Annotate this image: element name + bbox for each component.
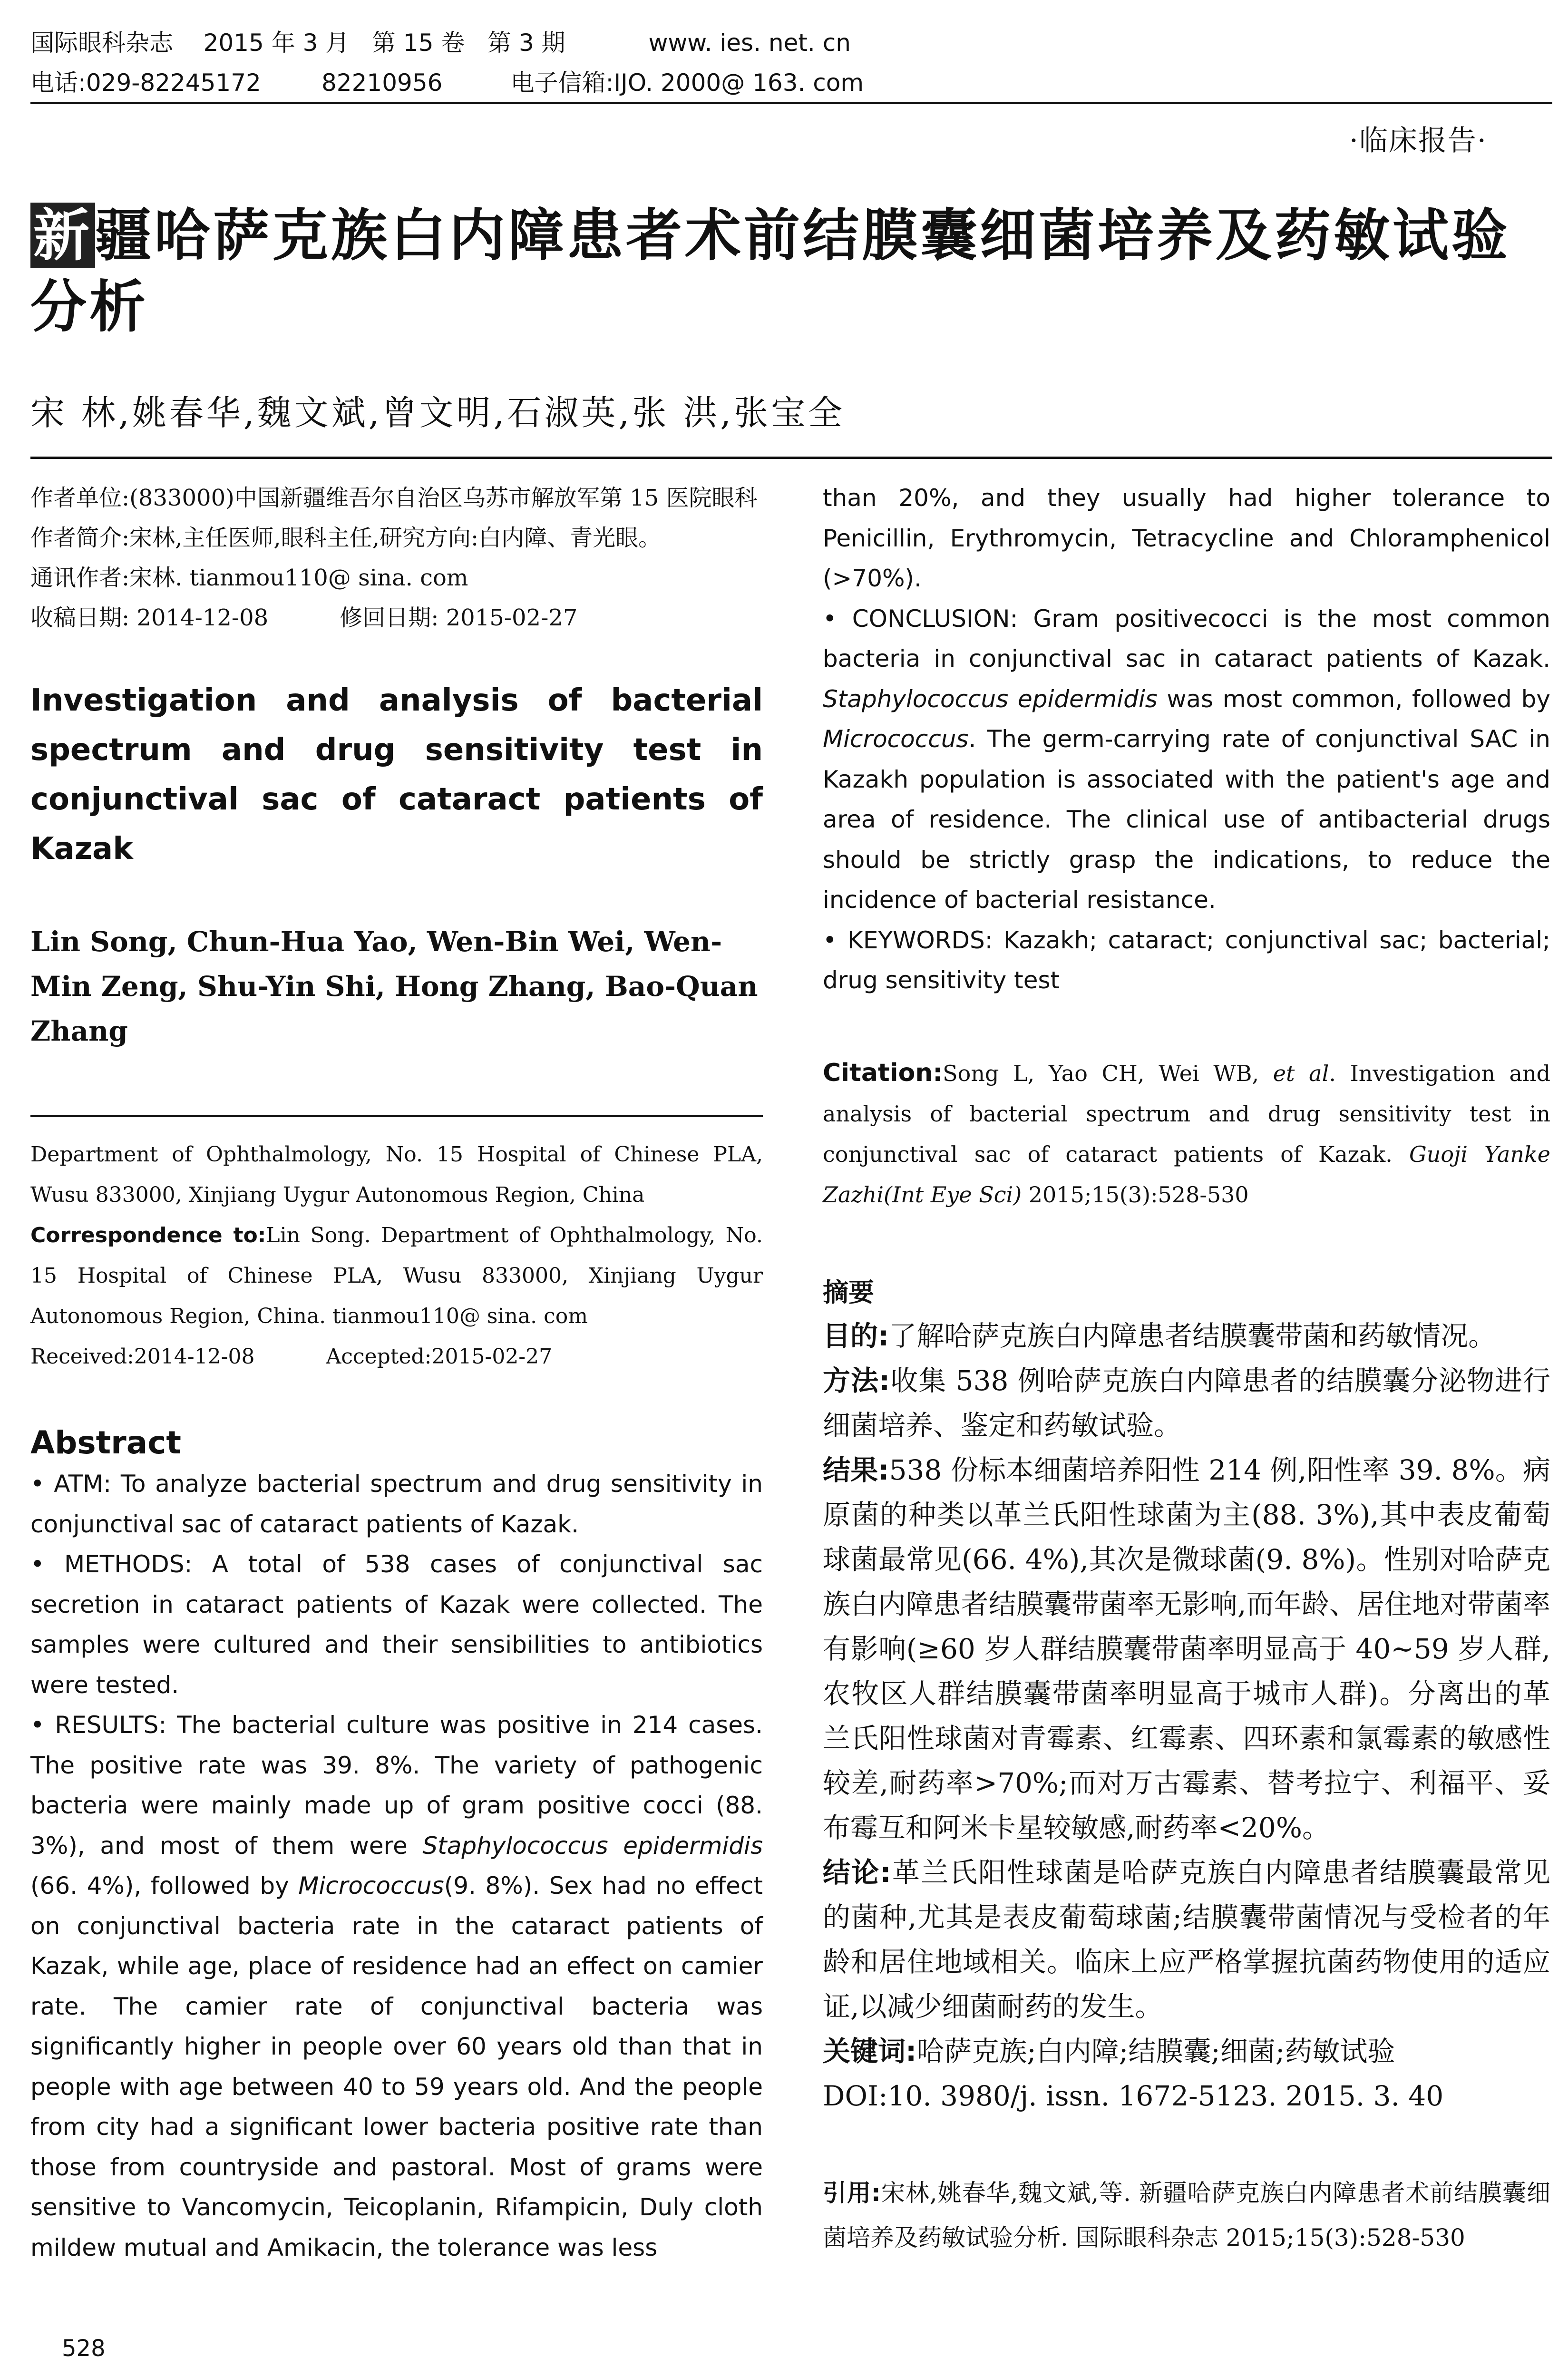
department: Department of Ophthalmology, No. 15 Hospital of Chinese PLA, Wusu 833000, Xinjiang Uygur Autonomous Region, China [30, 1142, 763, 1207]
english-authors: Lin Song, Chun-Hua Yao, Wen-Bin Wei, Wen-Min Zeng, Shu-Yin Shi, Hong Zhang, Bao-Quan Zhang [30, 925, 758, 1047]
cn-keywords [823, 2029, 1550, 2074]
correspondence-text: Lin Song. Department of Ophthalmology, No. 15 Hospital of Chinese PLA, Wusu 833000, Xinjiang Uygur Autonomous Region, China. tianmou110@ sina. com [30, 1223, 763, 1328]
author-list: 宋 林,姚春华,魏文斌,曾文明,石淑英,张 洪,张宝全 [30, 393, 846, 433]
article-title [30, 200, 1543, 342]
title-rest: 疆哈萨克族白内障患者术前结膜囊细菌培养及药敏试验分析 [30, 203, 1511, 340]
abstract-conclusion [823, 599, 1550, 920]
conclusion-part-1: • CONCLUSION: Gram positivecocci is the most common bacteria in conjunctival sac in cataract patients of Kazak. [823, 604, 1550, 672]
doi: DOI:10. 3980/j. issn. 1672-5123. 2015. 3. 40 [823, 2079, 1444, 2112]
header-contact-info: 电话:029-82245172 82210956 电子信箱:IJO. 2000@ 163. com [30, 69, 864, 97]
citation-block [823, 1053, 1550, 1215]
conclusion-species-1: Staphylococcus epidermidis [823, 685, 1158, 713]
abstract-keywords: • KEYWORDS: Kazakh; cataract; conjunctival sac; bacterial; drug sensitivity test [823, 926, 1550, 994]
cn-conclusion-text: 革兰氏阳性球菌是哈萨克族白内障患者结膜囊最常见的菌种,尤其是表皮葡萄球菌;结膜囊带菌情况与受检者的年龄和居住地域相关。临床上应严格掌握抗菌药物使用的适应证,以减少细菌耐药的发生。 [823, 1856, 1550, 2023]
cn-aim [823, 1314, 1550, 1358]
abstract-heading: Abstract [30, 1424, 181, 1461]
corresponding-author: 通讯作者:宋林. tianmou110@ sina. com [30, 565, 468, 591]
cn-results [823, 1448, 1550, 1850]
correspondence [30, 1215, 763, 1336]
abstract-continued [823, 478, 1550, 1001]
cn-methods-label: 方法: [823, 1364, 890, 1397]
page-number: 528 [62, 2335, 106, 2362]
citation-et-al: et al [1273, 1060, 1329, 1086]
correspondence-label: Correspondence to: [30, 1223, 266, 1247]
header-rule [30, 102, 1552, 104]
journal-header [30, 23, 1552, 103]
cn-citation-label: 引用: [823, 2179, 881, 2207]
citation-text-1: Song L, Yao CH, Wei WB, [943, 1060, 1273, 1086]
cn-results-text: 538 份标本细菌培养阳性 214 例,阳性率 39. 8%。病原菌的种类以革兰氏阳性球菌为主(88. 3%),其中表皮葡萄球菌最常见(66. 4%),其次是微球菌(9. 8%)。性别对哈萨克族白内障患者结膜囊带菌率无影响,而年龄、居住地对带菌率有影响(≥60 岁人群结膜囊带菌率明显高于 40~59 岁人群,农牧区人群结膜囊带菌率明显高于城市人群)。分离出的革兰氏阳性球菌对青霉素、红霉素、四环素和氯霉素的敏感性较差,耐药率>70%;而对万古霉素、替考拉宁、利福平、妥布霉互和阿米卡星较敏感,耐药率<20%。 [823, 1453, 1550, 1844]
cn-aim-text: 了解哈萨克族白内障患者结膜囊带菌和药敏情况。 [889, 1319, 1496, 1352]
cn-methods-text: 收集 538 例哈萨克族白内障患者的结膜囊分泌物进行细菌培养、鉴定和药敏试验。 [823, 1364, 1550, 1442]
citation-label: Citation: [823, 1058, 943, 1087]
conclusion-part-2: was most common, followed by [1157, 685, 1550, 713]
results-part-2: (66. 4%), followed by [30, 1872, 299, 1900]
cn-methods [823, 1358, 1550, 1448]
affiliation-block [30, 1134, 763, 1377]
cn-abstract-heading: 摘要 [823, 1277, 874, 1307]
cn-citation-text: 宋林,姚春华,魏文斌,等. 新疆哈萨克族白内障患者术前结膜囊细菌培养及药敏试验分析. 国际眼科杂志 2015;15(3):528-530 [823, 2179, 1550, 2251]
cn-conclusion-label: 结论: [823, 1856, 891, 1889]
results-species-2: Micrococcus [298, 1872, 444, 1900]
cn-keywords-label: 关键词: [823, 2035, 917, 2067]
results-species-1: Staphylococcus epidermidis [422, 1831, 763, 1860]
en-dates-row [30, 1336, 763, 1377]
revised-date: 修回日期: 2015-02-27 [340, 604, 578, 631]
author-unit: 作者单位:(833000)中国新疆维吾尔自治区乌苏市解放军第 15 医院眼科 [30, 485, 758, 511]
conclusion-part-3: . The germ-carrying rate of conjunctival SAC in Kazakh population is associated with the patient's age and area of residence. The clinical use of antibacterial drugs should be strictly grasp the indications, to reduce the incidence of bacterial resistance. [823, 725, 1550, 914]
cn-results-label: 结果: [823, 1453, 889, 1486]
section-label: ·临床报告· [1349, 124, 1487, 157]
citation-journal: Guoji Yanke Zazhi(Int Eye Sci) [823, 1141, 1551, 1208]
affiliation-rule [30, 1115, 763, 1117]
english-title: Investigation and analysis of bacterial spectrum and drug sensitivity test in conjunctival sac of cataract patients of Kazak [30, 683, 763, 867]
left-column-lower [30, 1134, 763, 2268]
results-continued: than 20%, and they usually had higher tolerance to Penicillin, Erythromycin, Tetracycline and Chloramphenicol (>70%). [823, 484, 1550, 592]
abstract-methods: • METHODS: A total of 538 cases of conjunctival sac secretion in cataract patients of Kazak were collected. The samples were cultured and their sensibilities to antibiotics were tested. [30, 1550, 763, 1699]
citation-text-3: 2015;15(3):528-530 [1022, 1181, 1249, 1208]
cn-conclusion [823, 1850, 1550, 2029]
cn-abstract-body [823, 1314, 1550, 2118]
right-column [823, 478, 1550, 2260]
header-journal-info: 国际眼科杂志 2015 年 3 月 第 15 卷 第 3 期 www. ies. net. cn [30, 29, 851, 57]
title-divider [30, 457, 1552, 459]
conclusion-species-2: Micrococcus [823, 725, 969, 753]
abstract-body [30, 1464, 763, 2268]
title-first-char: 新 [30, 203, 95, 268]
cn-citation [823, 2171, 1550, 2260]
citation-text-2: . Investigation and analysis of bacterial spectrum and drug sensitivity test in conjunctival sac of cataract patients of Kazak. [823, 1060, 1551, 1167]
results-part-3: (9. 8%). Sex had no effect on conjunctival bacteria rate in the cataract patients of Kazak, while age, place of residence had an effect on camier rate. The camier rate of conjunctival bacteria was significantly higher in people over 60 years old than that in people with age between 40 to 59 years old. And the people from city had a significant lower bacteria positive rate than those from countryside and pastoral. Most of grams were sensitive to Vancomycin, Teicoplanin, Rifampicin, Duly cloth mildew mutual and Amikacin, the tolerance was less [30, 1872, 763, 2261]
received-date: 收稿日期: 2014-12-08 [30, 604, 269, 631]
abstract-results [30, 1705, 763, 2268]
en-received: Received:2014-12-08 [30, 1344, 255, 1369]
left-column [30, 478, 763, 1053]
abstract-aim: • ATM: To analyze bacterial spectrum and drug sensitivity in conjunctival sac of cataract patients of Kazak. [30, 1470, 763, 1538]
cn-aim-label: 目的: [823, 1319, 889, 1352]
cn-meta [30, 478, 763, 638]
author-bio: 作者简介:宋林,主任医师,眼科主任,研究方向:白内障、青光眼。 [30, 525, 662, 551]
dates-row [30, 598, 763, 638]
cn-keywords-text: 哈萨克族;白内障;结膜囊;细菌;药敏试验 [916, 2035, 1395, 2067]
en-accepted: Accepted:2015-02-27 [326, 1344, 553, 1369]
results-part-1: • RESULTS: The bacterial culture was positive in 214 cases. The positive rate was 39. 8%. The variety of pathogenic bacteria were mainly made up of gram positive cocci (88. 3%), and most of them were [30, 1711, 763, 1860]
